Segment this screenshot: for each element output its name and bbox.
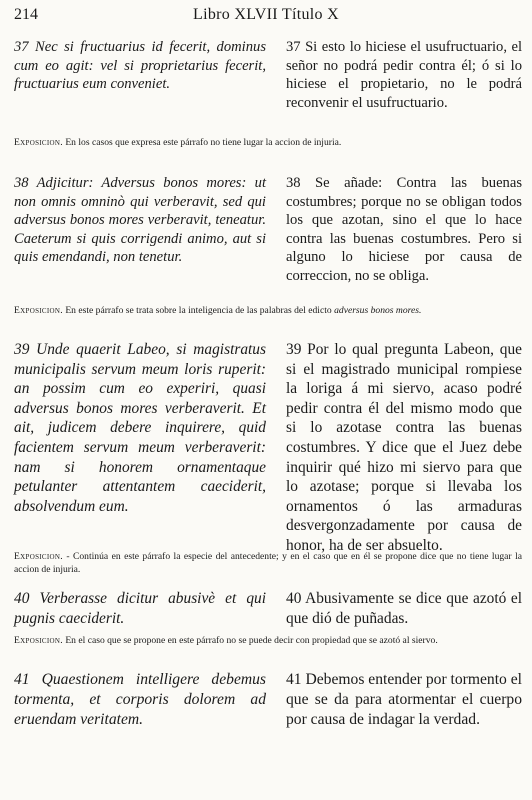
paragraph-39 (14, 340, 522, 554)
exposicion-37: Exposicion. En los casos que expresa este párrafo no tiene lugar la accion de injuria. (14, 137, 342, 148)
running-title: Libro XLVII Título X (193, 6, 339, 23)
latin-text: 38 Adjicitur: Adversus bonos mores: ut non omnis omninò qui verberavit, sed qui adversus bonos mores verberavit, teneatur. Caeterum si quis corrigendi animo, aut si quis emendandi, non tenetur. (14, 175, 266, 266)
spanish-text: 38 Se añade: Contra las buenas costumbres; porque no se obligan todos los que azotan, sino el que lo hace contra las buenas costumbres. Pero si alguno lo hiciese por causa de correccion, no se obliga. (286, 175, 522, 284)
exposicion-38: Exposicion. En este párrafo se trata sobre la inteligencia de las palabras del edicto adversus bonos mores. (14, 305, 422, 316)
latin-text: 41 Quaestionem intelligere debemus tormenta, et corporis dolorem ad eruendam veritatem. (14, 671, 266, 728)
paragraph-41 (14, 670, 522, 760)
spanish-text: 37 Si esto lo hiciese el usufructuario, el señor no podrá pedir contra él; ó si lo hiciese el propietario, no le podrá reconvenir el usufructuario. (286, 39, 522, 111)
spanish-text: 39 Por lo qual pregunta Labeon, que si el magistrado municipal rompiese la loriga á mi siervo, acaso podré pedir contra él del mismo modo que si lo azotase contra las buenas costumbres. Y dice que el Juez debe inquirir qué hizo mi siervo para que lo azotase; porque si llevaba los ornamentos ó las armaduras desvergonzadamente por causa de honor, ha de ser absuelto. (286, 341, 522, 554)
exposicion-39: Exposicion. - Continúa en este párrafo la especie del antecedente; y en el caso que en él se propone dice que no tiene lugar la accion de injuria. (14, 551, 522, 575)
paragraph-40 (14, 589, 522, 629)
paragraph-38 (14, 174, 522, 294)
latin-text: 39 Unde quaerit Labeo, si magistratus municipalis servum meum loris ruperit: an possim cum eo experiri, quasi adversus bonos mores verberaverit. Et ait, judicem debere inquirere, quid facientem servum meum verberaverit: nam si honorem ornamentaque petulanter attentantem caeciderit, absolvendum eum. (14, 341, 266, 515)
paragraph-37 (14, 38, 522, 134)
page-header (14, 6, 518, 28)
page-number: 214 (14, 6, 38, 23)
exposicion-40: Exposicion. En el caso que se propone en este párrafo no se puede decir con propiedad que se azotó al siervo. (14, 635, 438, 646)
latin-text: 37 Nec si fructuarius id fecerit, dominus cum eo agit: vel si proprietarius fecerit, fructuarius eum conveniet. (14, 39, 266, 93)
latin-text: 40 Verberasse dicitur abusivè et qui pugnis caeciderit. (14, 590, 266, 627)
spanish-text: 40 Abusivamente se dice que azotó el que dió de puñadas. (286, 590, 522, 627)
spanish-text: 41 Debemos entender por tormento el que se da para atormentar el cuerpo por causa de indagar la verdad. (286, 671, 523, 728)
